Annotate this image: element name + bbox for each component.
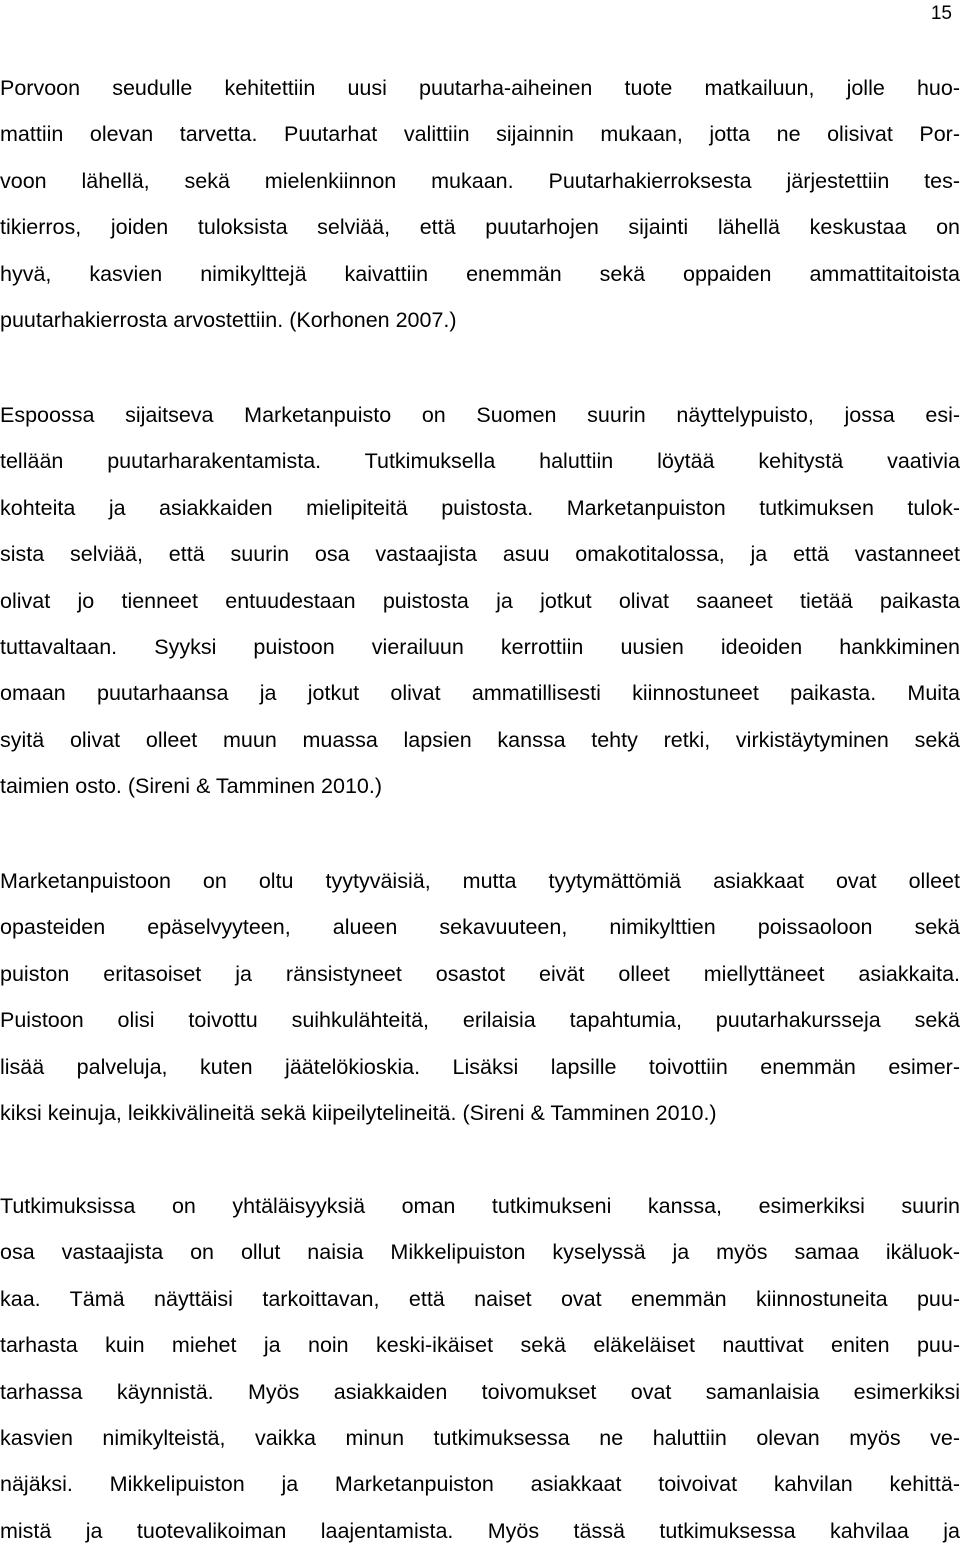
text-line: Puistoon olisi toivottu suihkulähteitä, erilaisia tapahtumia, puutarhakursseja sekä	[0, 1008, 960, 1033]
paragraph-similarities	[0, 1183, 960, 1554]
text-line: mattiin olevan tarvetta. Puutarhat valittiin sijainnin mukaan, jotta ne olisivat Por-	[0, 122, 960, 147]
paragraph-porvoo	[0, 65, 960, 343]
text-line: lisää palveluja, kuten jäätelökioskia. Lisäksi lapsille toivottiin enemmän esimer-	[0, 1054, 960, 1079]
text-line: kohteita ja asiakkaiden mielipiteitä puistosta. Marketanpuiston tutkimuksen tulok-	[0, 495, 960, 520]
text-line: omaan puutarhaansa ja jotkut olivat ammatillisesti kiinnostuneet paikasta. Muita	[0, 681, 960, 706]
text-line: tellään puutarharakentamista. Tutkimuksella haluttiin löytää kehitystä vaativia	[0, 449, 960, 474]
paragraph-satisfaction	[0, 858, 960, 1136]
text-line: sista selviää, että suurin osa vastaajista asuu omakotitalossa, ja että vastanneet	[0, 542, 960, 567]
page-number: 15	[930, 3, 952, 24]
text-line: syitä olivat olleet muun muassa lapsien kanssa tehty retki, virkistäytyminen sekä	[0, 727, 960, 752]
text-line: Espoossa sijaitseva Marketanpuisto on Suomen suurin näyttelypuisto, jossa esi-	[0, 403, 960, 427]
text-line: tarhasta kuin miehet ja noin keski-ikäiset sekä eläkeläiset nauttivat eniten puu-	[0, 1333, 960, 1358]
text-line: Marketanpuistoon on oltu tyytyväisiä, mutta tyytymättömiä asiakkaat ovat olleet	[0, 869, 960, 893]
text-line: mistä ja tuotevalikoiman laajentamista. Myös tässä tutkimuksessa kahvilaa ja	[0, 1518, 960, 1543]
text-line: tikierros, joiden tuloksista selviää, että puutarhojen sijainti lähellä keskustaa on	[0, 215, 960, 240]
text-line: Tutkimuksissa on yhtäläisyyksiä oman tutkimukseni kanssa, esimerkiksi suurin	[0, 1194, 960, 1218]
text-line: Porvoon seudulle kehitettiin uusi puutarha-aiheinen tuote matkailuun, jolle huo-	[0, 76, 960, 100]
text-line: kaa. Tämä näyttäisi tarkoittavan, että naiset ovat enemmän kiinnostuneita puu-	[0, 1286, 960, 1311]
text-line: puutarhakierrosta arvostettiin. (Korhonen 2007.)	[0, 307, 457, 332]
text-line: hyvä, kasvien nimikylttejä kaivattiin enemmän sekä oppaiden ammattitaitoista	[0, 261, 960, 286]
text-line: tarhassa käynnistä. Myös asiakkaiden toivomukset ovat samanlaisia esimerkiksi	[0, 1379, 960, 1404]
text-line: opasteiden epäselvyyteen, alueen sekavuuteen, nimikylttien poissaoloon sekä	[0, 915, 960, 940]
text-line: voon lähellä, sekä mielenkiinnon mukaan. Puutarhakierroksesta järjestettiin tes-	[0, 168, 960, 193]
text-line: taimien osto. (Sireni & Tamminen 2010.)	[0, 774, 383, 799]
text-line: tuttavaltaan. Syyksi puistoon vierailuun kerrottiin uusien ideoiden hankkiminen	[0, 634, 960, 659]
text-line: näjäksi. Mikkelipuiston ja Marketanpuiston asiakkaat toivoivat kahvilan kehittä-	[0, 1472, 960, 1497]
text-line: puiston eritasoiset ja ränsistyneet osastot eivät olleet miellyttäneet asiakkaita.	[0, 961, 960, 986]
text-line: kasvien nimikylteistä, vaikka minun tutkimuksessa ne haluttiin olevan myös ve-	[0, 1425, 960, 1450]
text-line: olivat jo tienneet entuudestaan puistosta ja jotkut olivat saaneet tietää paikasta	[0, 588, 960, 613]
text-line: kiksi keinuja, leikkivälineitä sekä kiipeilytelineitä. (Sireni & Tamminen 2010.)	[0, 1100, 717, 1125]
text-line: osa vastaajista on ollut naisia Mikkelipuiston kyselyssä ja myös samaa ikäluok-	[0, 1240, 960, 1265]
paragraph-marketanpuisto	[0, 392, 960, 810]
